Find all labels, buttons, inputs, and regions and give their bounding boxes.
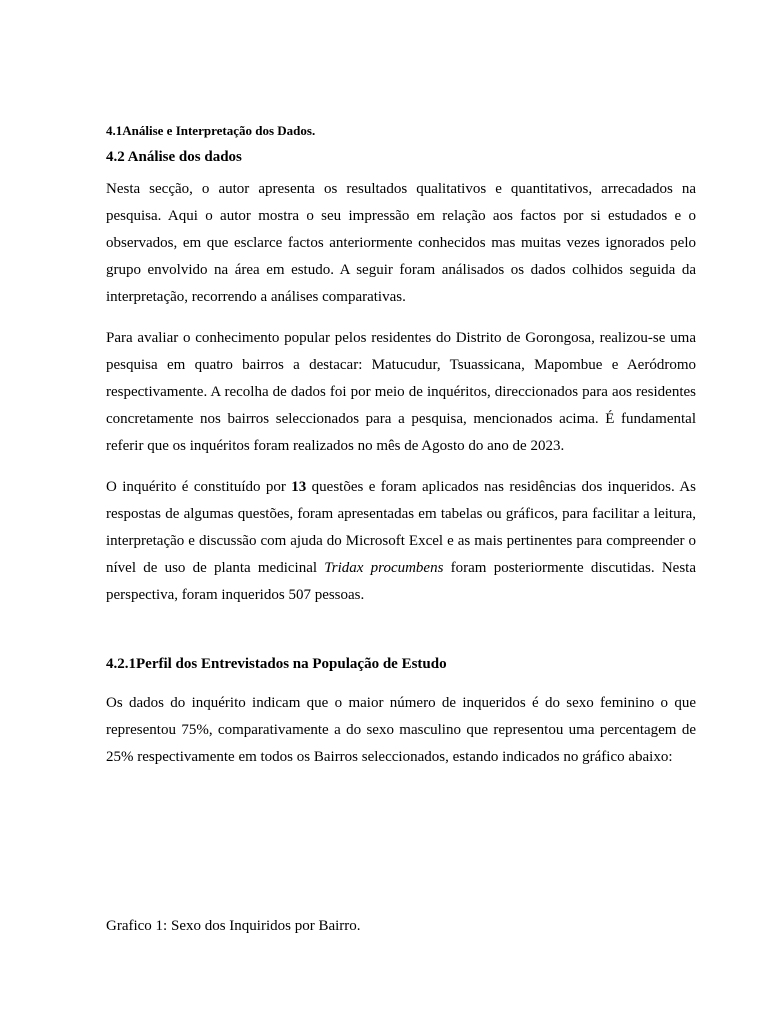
heading-analysis-interpretation: 4.1Análise e Interpretação dos Dados. [106, 123, 316, 138]
heading-data-analysis: 4.2 Análise dos dados [106, 149, 242, 165]
chart-caption: Grafico 1: Sexo dos Inquiridos por Bairro. [106, 918, 361, 934]
question-count: 13 [291, 479, 307, 495]
heading-respondent-profile: 4.2.1Perfil dos Entrevistados na População de Estudo [106, 656, 447, 672]
questionnaire-text-3: foram posteriormente discutidas. Nesta perspectiva, foram inqueridos 507 pessoas. [106, 560, 696, 603]
paragraph-methodology: Para avaliar o conhecimento popular pelos residentes do Distrito de Gorongosa, realizou-se uma pesquisa em quatro bairros a destacar: Matucudur, Tsuassicana, Mapombue e Aeródromo respectivamente. A recolha de dados foi por meio de inquéritos, direccionados para aos residentes concretamente nos bairros seleccionados para a pesquisa, mencionados acima. É fundamental referir que os inquéritos foram realizados no mês de Agosto do ano de 2023. [106, 330, 696, 454]
paragraph-questionnaire [106, 474, 696, 609]
paragraph-intro: Nesta secção, o autor apresenta os resultados qualitativos e quantitativos, arrecadados na pesquisa. Aqui o autor mostra o seu impressão em relação aos factos por si estudados e o observados, em que esclarce factos anteriormente conhecidos mas muitas vezes ignorados pelo grupo envolvido na área em estudo. A seguir foram análisados os dados colhidos seguida da interpretação, recorrendo a análises comparativas. [106, 181, 696, 305]
species-name: Tridax procumbens [324, 560, 444, 576]
questionnaire-text-1: O inquérito é constituído por [106, 479, 292, 495]
paragraph-gender-distribution: Os dados do inquérito indicam que o maior número de inqueridos é do sexo feminino o que representou 75%, comparativamente a do sexo masculino que representou uma percentagem de 25% respectivamente em todos os Bairros seleccionados, estando indicados no gráfico abaixo: [106, 695, 696, 765]
questionnaire-text-2: questões e foram aplicados nas residências dos inqueridos. As respostas de algumas questões, foram apresentadas em tabelas ou gráficos, para facilitar a leitura, interpretação e discussão com ajuda do Microsoft Excel e as mais pertinentes para compreender o nível de uso de planta medicinal [106, 479, 696, 576]
